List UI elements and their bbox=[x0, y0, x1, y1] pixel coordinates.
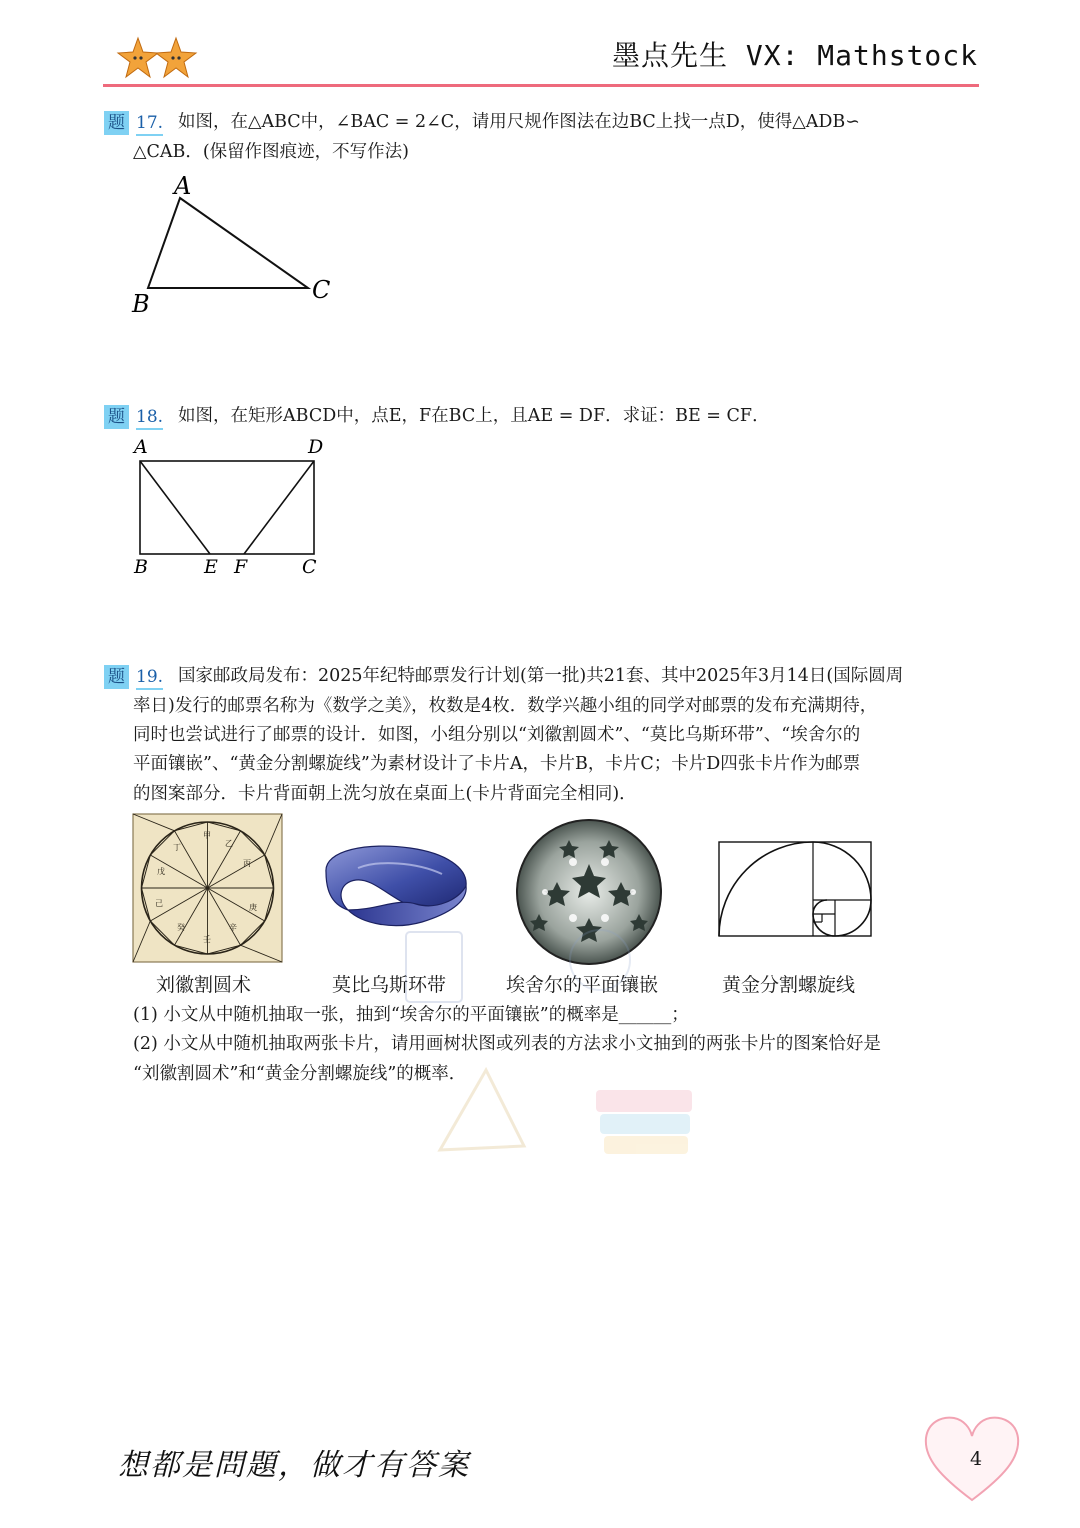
svg-text:戊: 戊 bbox=[157, 867, 165, 876]
caption-golden-spiral: 黄金分割螺旋线 bbox=[722, 974, 856, 996]
svg-text:辛: 辛 bbox=[229, 923, 237, 932]
stars-logo-icon bbox=[118, 36, 198, 82]
q19-subquestion-1: (1) 小文从中随机抽取一张，抽到“埃舍尔的平面镶嵌”的概率是______； bbox=[133, 1005, 689, 1025]
q19-label: 题 bbox=[104, 665, 129, 689]
page-number: 4 bbox=[970, 1448, 983, 1470]
card-liuhui-image bbox=[133, 814, 282, 962]
footer-motto: 想都是問題，做才有答案 bbox=[118, 1448, 470, 1483]
q19-text-line1: 国家邮政局发布：2025年纪特邮票发行计划(第一批)共21套、其中2025年3月14日(国际圆周 bbox=[178, 666, 904, 686]
card-golden-spiral-image bbox=[718, 841, 872, 937]
q18-text: 如图，在矩形ABCD中，点E，F在BC上，且AE = DF．求证：BE = CF． bbox=[178, 406, 770, 426]
q19-number: 19. bbox=[136, 666, 163, 690]
svg-text:乙: 乙 bbox=[225, 839, 233, 848]
q17-number: 17. bbox=[136, 112, 163, 136]
q19-text-line2: 率日)发行的邮票名称为《数学之美》，枚数是4枚．数学兴趣小组的同学对邮票的发布充满期待， bbox=[133, 696, 878, 716]
header-title: 墨点先生 VX: Mathstock bbox=[612, 39, 979, 72]
watermark-illustration bbox=[400, 920, 700, 1160]
q18-rectangle-figure bbox=[128, 435, 338, 580]
svg-text:壬: 壬 bbox=[203, 935, 211, 944]
q19-text-line4: 平面镶嵌”、“黄金分割螺旋线”为素材设计了卡片A，卡片B，卡片C；卡片D四张卡片作为邮票 bbox=[133, 754, 861, 774]
svg-text:庚: 庚 bbox=[249, 903, 257, 912]
q17-text-line1: 如图，在△ABC中，∠BAC = 2∠C，请用尺规作图法在边BC上找一点D，使得△ADB∽ bbox=[178, 112, 860, 132]
svg-text:丙: 丙 bbox=[243, 859, 251, 868]
header-divider bbox=[103, 84, 979, 87]
q18-point-F: F bbox=[234, 556, 248, 578]
q18-vertex-C: C bbox=[302, 556, 317, 578]
q19-subquestion-2-line1: (2) 小文从中随机抽取两张卡片，请用画树状图或列表的方法求小文抽到的两张卡片的图案恰好是 bbox=[133, 1034, 881, 1054]
q17-label: 题 bbox=[104, 111, 129, 135]
caption-mobius: 莫比乌斯环带 bbox=[332, 974, 447, 996]
svg-text:己: 己 bbox=[155, 899, 163, 908]
svg-text:丁: 丁 bbox=[173, 843, 181, 852]
caption-liuhui: 刘徽割圆术 bbox=[156, 974, 252, 996]
q18-number: 18. bbox=[136, 406, 163, 430]
q18-point-E: E bbox=[204, 556, 218, 578]
q18-label: 题 bbox=[104, 405, 129, 429]
q17-vertex-A: A bbox=[174, 172, 192, 200]
q19-text-line5: 的图案部分．卡片背面朝上洗匀放在桌面上(卡片背面完全相同)． bbox=[133, 784, 637, 804]
q17-vertex-B: B bbox=[132, 290, 150, 318]
svg-text:癸: 癸 bbox=[177, 923, 185, 932]
q18-vertex-A: A bbox=[134, 436, 148, 458]
caption-escher: 埃舍尔的平面镶嵌 bbox=[506, 974, 659, 996]
q17-triangle-figure bbox=[128, 172, 348, 322]
svg-text:甲: 甲 bbox=[203, 831, 211, 840]
q19-subquestion-2-line2: “刘徽割圆术”和“黄金分割螺旋线”的概率． bbox=[133, 1064, 467, 1084]
q19-text-line3: 同时也尝试进行了邮票的设计．如图，小组分别以“刘徽割圆术”、“莫比乌斯环带”、“埃舍尔的 bbox=[133, 725, 861, 745]
q18-vertex-B: B bbox=[134, 556, 148, 578]
q17-text-line2: △CAB．(保留作图痕迹，不写作法) bbox=[133, 142, 410, 162]
q18-vertex-D: D bbox=[308, 436, 324, 458]
q17-vertex-C: C bbox=[312, 276, 331, 304]
